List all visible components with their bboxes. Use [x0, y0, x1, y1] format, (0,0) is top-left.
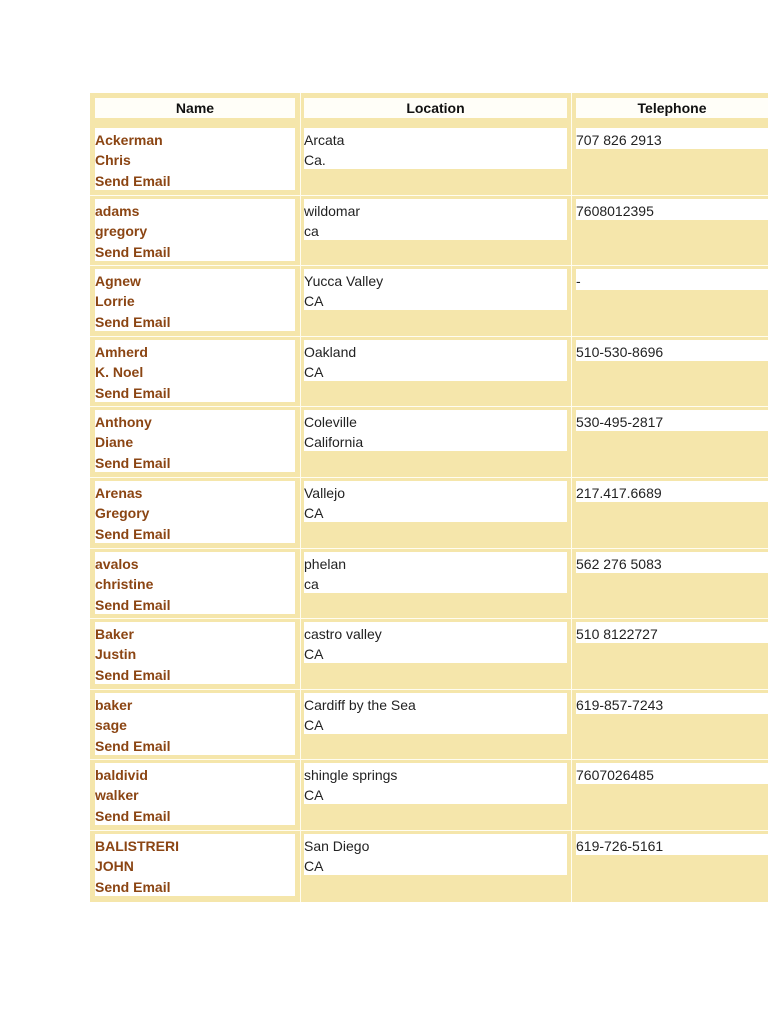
location-cell	[304, 128, 567, 169]
send-email-link[interactable]: Send Email	[95, 879, 171, 895]
name-cell	[95, 834, 295, 896]
city: shingle springs	[304, 767, 398, 783]
table-row	[90, 410, 768, 476]
name-cell	[95, 410, 295, 472]
row-divider	[90, 265, 768, 266]
last-name: Agnew	[95, 273, 141, 289]
first-name: Diane	[95, 434, 134, 450]
row-divider	[90, 830, 768, 831]
name-cell	[95, 552, 295, 614]
table-row	[90, 128, 768, 194]
telephone-cell	[576, 199, 768, 220]
city: Coleville	[304, 414, 357, 430]
last-name: Ackerman	[95, 132, 163, 148]
table-row	[90, 693, 768, 759]
location-cell	[304, 693, 567, 734]
telephone-cell	[576, 481, 768, 502]
telephone-cell	[576, 269, 768, 290]
city: San Diego	[304, 838, 370, 854]
table-row	[90, 269, 768, 335]
telephone-cell	[576, 128, 768, 149]
last-name: baldivid	[95, 767, 148, 783]
state: ca	[304, 223, 319, 239]
directory-table	[90, 93, 768, 902]
location-cell	[304, 199, 567, 240]
first-name: sage	[95, 717, 127, 733]
telephone-cell	[576, 622, 768, 643]
last-name: avalos	[95, 556, 139, 572]
last-name: adams	[95, 203, 140, 219]
first-name: christine	[95, 576, 154, 592]
location-cell	[304, 763, 567, 804]
last-name: BALISTRERI	[95, 838, 179, 854]
phone-number: 619-726-5161	[576, 838, 664, 854]
telephone-cell	[576, 834, 768, 855]
location-cell	[304, 340, 567, 381]
name-cell	[95, 269, 295, 331]
state: ca	[304, 576, 319, 592]
name-cell	[95, 622, 295, 684]
first-name: Chris	[95, 152, 131, 168]
name-cell	[95, 340, 295, 402]
phone-number: 530-495-2817	[576, 414, 664, 430]
telephone-cell	[576, 763, 768, 784]
first-name: walker	[95, 787, 139, 803]
header-name: Name	[95, 98, 295, 118]
send-email-link[interactable]: Send Email	[95, 455, 171, 471]
send-email-link[interactable]: Send Email	[95, 667, 171, 683]
state: CA	[304, 787, 324, 803]
location-cell	[304, 410, 567, 451]
first-name: gregory	[95, 223, 148, 239]
phone-number: 510 8122727	[576, 626, 658, 642]
last-name: Anthony	[95, 414, 152, 430]
phone-number: -	[576, 273, 581, 289]
last-name: baker	[95, 697, 133, 713]
row-divider	[90, 759, 768, 760]
phone-number: 707 826 2913	[576, 132, 662, 148]
send-email-link[interactable]: Send Email	[95, 314, 171, 330]
name-cell	[95, 693, 295, 755]
first-name: K. Noel	[95, 364, 144, 380]
state: CA	[304, 858, 324, 874]
state: CA	[304, 646, 324, 662]
telephone-cell	[576, 693, 768, 714]
first-name: Lorrie	[95, 293, 135, 309]
first-name: Gregory	[95, 505, 150, 521]
name-cell	[95, 763, 295, 825]
row-divider	[90, 336, 768, 337]
send-email-link[interactable]: Send Email	[95, 597, 171, 613]
first-name: Justin	[95, 646, 137, 662]
location-cell	[304, 269, 567, 310]
table-row	[90, 199, 768, 265]
state: CA	[304, 364, 324, 380]
location-cell	[304, 481, 567, 522]
row-divider	[90, 618, 768, 619]
first-name: JOHN	[95, 858, 134, 874]
phone-number: 7607026485	[576, 767, 654, 783]
city: Vallejo	[304, 485, 345, 501]
city: Cardiff by the Sea	[304, 697, 416, 713]
header-telephone: Telephone	[576, 98, 768, 118]
city: wildomar	[304, 203, 361, 219]
name-cell	[95, 481, 295, 543]
send-email-link[interactable]: Send Email	[95, 244, 171, 260]
table-row	[90, 552, 768, 618]
city: Oakland	[304, 344, 357, 360]
phone-number: 510-530-8696	[576, 344, 664, 360]
telephone-cell	[576, 340, 768, 361]
name-cell	[95, 199, 295, 261]
table-row	[90, 622, 768, 688]
send-email-link[interactable]: Send Email	[95, 173, 171, 189]
row-divider	[90, 477, 768, 478]
telephone-cell	[576, 410, 768, 431]
city: Yucca Valley	[304, 273, 384, 289]
row-divider	[90, 406, 768, 407]
state: CA	[304, 717, 324, 733]
phone-number: 7608012395	[576, 203, 654, 219]
send-email-link[interactable]: Send Email	[95, 808, 171, 824]
telephone-cell	[576, 552, 768, 573]
location-cell	[304, 622, 567, 663]
table-row	[90, 481, 768, 547]
row-divider	[90, 689, 768, 690]
last-name: Arenas	[95, 485, 143, 501]
last-name: Amherd	[95, 344, 148, 360]
phone-number: 562 276 5083	[576, 556, 662, 572]
send-email-link[interactable]: Send Email	[95, 738, 171, 754]
location-cell	[304, 552, 567, 593]
header-location: Location	[304, 98, 567, 118]
phone-number: 217.417.6689	[576, 485, 662, 501]
city: castro valley	[304, 626, 382, 642]
table-row	[90, 763, 768, 829]
location-cell	[304, 834, 567, 875]
city: phelan	[304, 556, 347, 572]
last-name: Baker	[95, 626, 134, 642]
table-row	[90, 834, 768, 900]
row-divider	[90, 195, 768, 196]
send-email-link[interactable]: Send Email	[95, 526, 171, 542]
phone-number: 619-857-7243	[576, 697, 664, 713]
state: Ca.	[304, 152, 326, 168]
state: CA	[304, 293, 324, 309]
state: CA	[304, 505, 324, 521]
row-divider	[90, 548, 768, 549]
name-cell	[95, 128, 295, 190]
table-row	[90, 340, 768, 406]
city: Arcata	[304, 132, 345, 148]
state: California	[304, 434, 364, 450]
send-email-link[interactable]: Send Email	[95, 385, 171, 401]
